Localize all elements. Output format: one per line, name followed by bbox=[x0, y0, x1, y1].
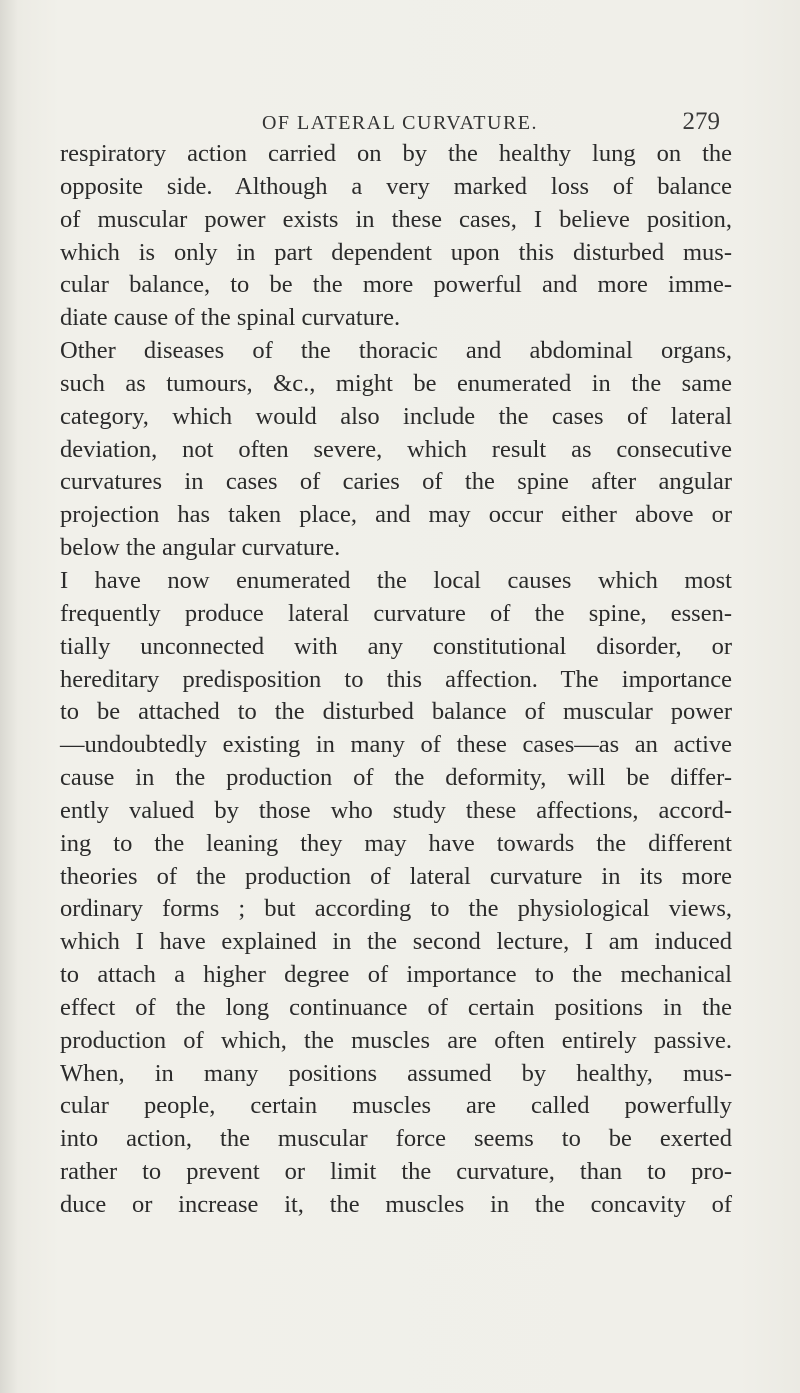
text-line: to attach a higher degree of importance to the mechanical bbox=[60, 961, 732, 989]
text-line: Other diseases of the thoracic and abdominal organs, bbox=[60, 337, 732, 365]
text-line: rather to prevent or limit the curvature, than to pro- bbox=[60, 1158, 732, 1186]
text-line: ing to the leaning they may have towards the different bbox=[60, 829, 732, 857]
text-line: frequently produce lateral curvature of the spine, essen- bbox=[60, 599, 732, 627]
text-line: tially unconnected with any constitutional disorder, or bbox=[60, 632, 732, 660]
running-head: OF LATERAL CURVATURE. bbox=[261, 112, 539, 134]
text-line: —undoubtedly existing in many of these cases—as an active bbox=[60, 731, 732, 759]
body-text bbox=[60, 138, 732, 1222]
text-line: production of which, the muscles are often entirely passive. bbox=[60, 1026, 732, 1054]
text-line: duce or increase it, the muscles in the concavity of bbox=[60, 1191, 732, 1218]
text-line: cular balance, to be the more powerful and more imme- bbox=[60, 271, 732, 299]
text-line: effect of the long continuance of certain positions in the bbox=[60, 993, 732, 1021]
text-line: to be attached to the disturbed balance of muscular power bbox=[60, 698, 732, 726]
text-line: diate cause of the spinal curvature. bbox=[60, 304, 401, 332]
text-line: theories of the production of lateral curvature in its more bbox=[60, 862, 732, 890]
text-line: such as tumours, &c., might be enumerated in the same bbox=[60, 369, 732, 397]
text-line: which is only in part dependent upon this disturbed mus- bbox=[60, 238, 732, 266]
text-line: into action, the muscular force seems to be exerted bbox=[60, 1125, 732, 1153]
text-line: When, in many positions assumed by healthy, mus- bbox=[60, 1059, 732, 1087]
text-line: ordinary forms ; but according to the physiological views, bbox=[60, 895, 732, 923]
text-line: cause in the production of the deformity, will be differ- bbox=[60, 764, 732, 792]
text-line: respiratory action carried on by the healthy lung on the bbox=[60, 140, 732, 167]
text-line: cular people, certain muscles are called powerfully bbox=[60, 1092, 732, 1120]
text-line: projection has taken place, and may occur either above or bbox=[60, 501, 732, 529]
text-line: curvatures in cases of caries of the spine after angular bbox=[60, 468, 732, 496]
text-line: I have now enumerated the local causes which most bbox=[60, 566, 732, 594]
page-number: 279 bbox=[682, 108, 720, 135]
text-line: opposite side. Although a very marked loss of balance bbox=[60, 172, 732, 200]
page-header bbox=[0, 108, 800, 138]
text-line: of muscular power exists in these cases, I believe position, bbox=[60, 205, 732, 233]
text-line: which I have explained in the second lecture, I am induced bbox=[60, 928, 732, 956]
text-line: hereditary predisposition to this affection. The importance bbox=[60, 665, 732, 693]
text-line: category, which would also include the cases of lateral bbox=[60, 402, 732, 430]
text-line: ently valued by those who study these affections, accord- bbox=[60, 796, 732, 824]
text-line: deviation, not often severe, which result as consecutive bbox=[60, 435, 732, 463]
text-line: below the angular curvature. bbox=[60, 534, 341, 562]
